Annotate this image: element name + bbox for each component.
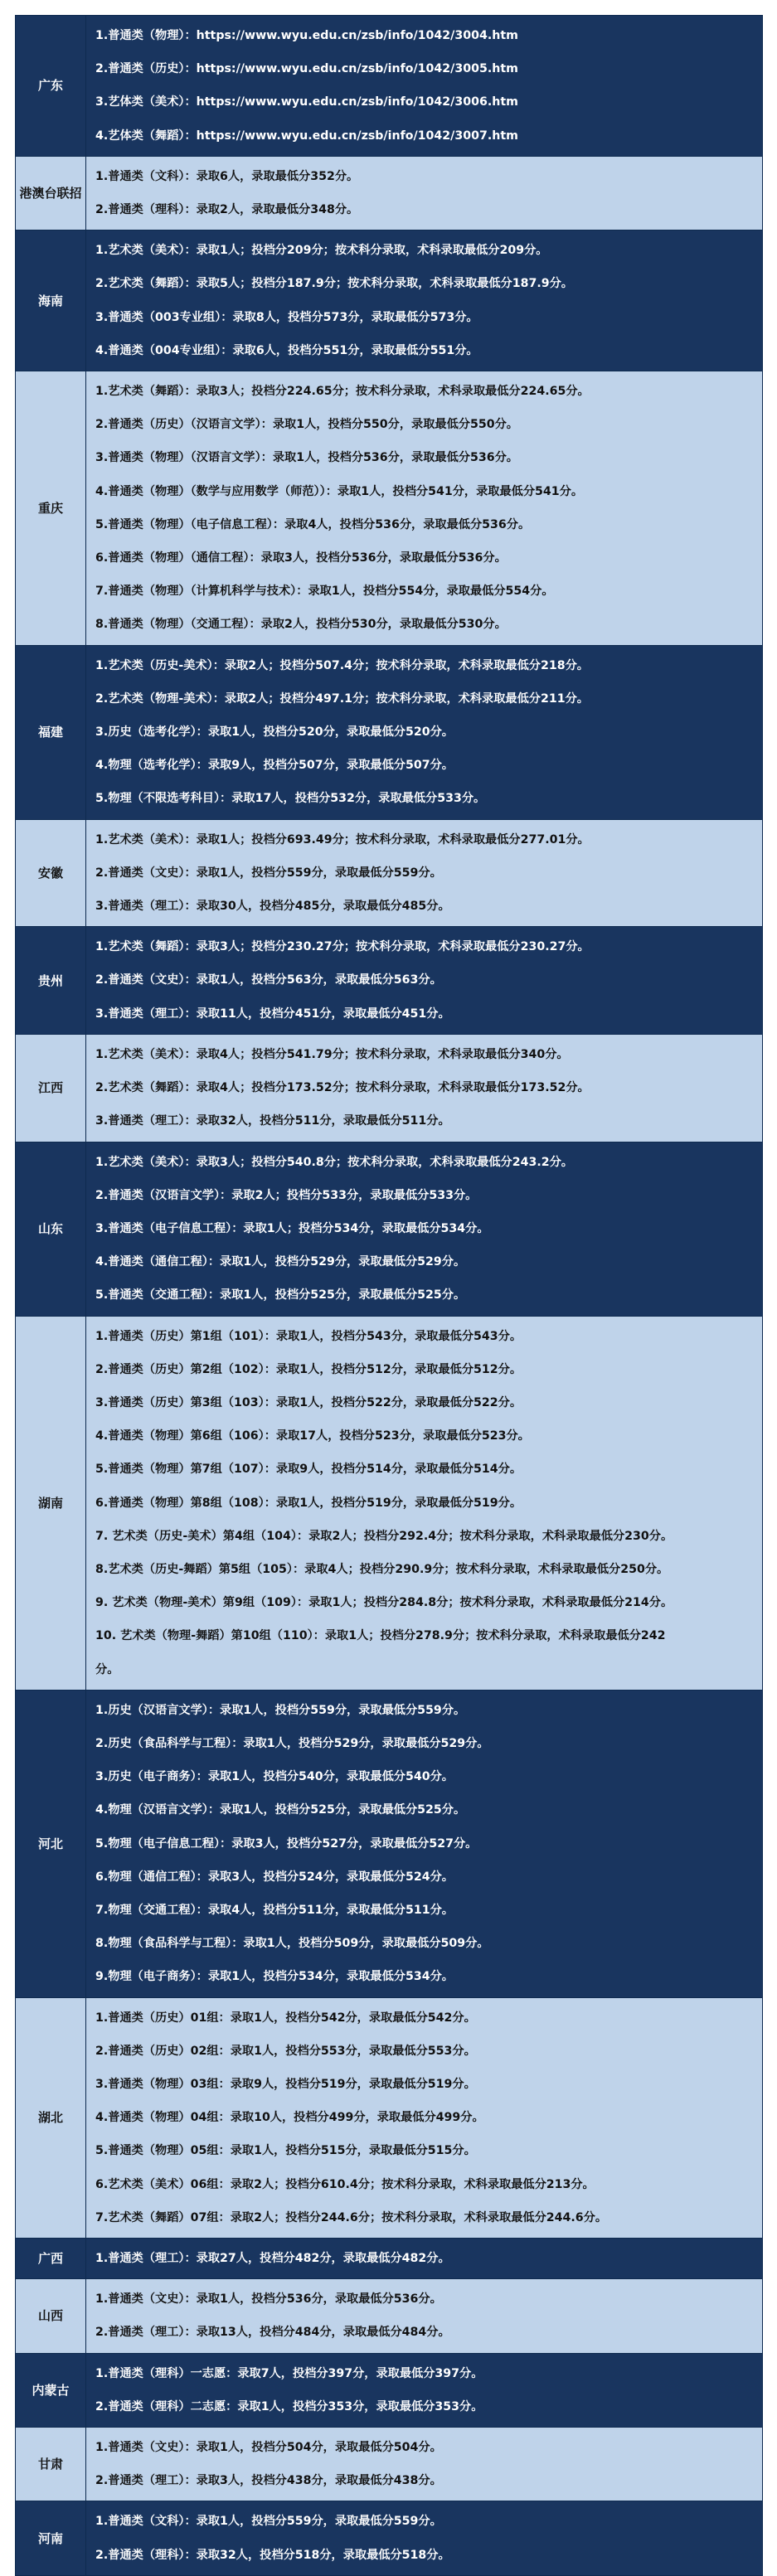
admission-lines [86, 1998, 762, 2238]
admission-line: 1.普通类（文史）：录取1人，投档分536分，录取最低分536分。 [95, 2292, 442, 2307]
admission-line: 10. 艺术类（物理-舞蹈）第10组（110）：录取1人；投档分278.9分；按术科分录取，术科录取最低分242 [95, 1629, 666, 1643]
admission-line: 5.普通类（物理）05组：录取1人，投档分515分，录取最低分515分。 [95, 2144, 476, 2158]
admission-line: 1.艺术类（历史-美术）：录取2人；投档分507.4分；按术科分录取，术科录取最低分218分。 [95, 658, 589, 672]
admission-line: 2.普通类（理科）二志愿：录取1人，投档分353分，录取最低分353分。 [95, 2399, 483, 2413]
province-row [16, 1142, 762, 1317]
province-name: 山西 [16, 2279, 86, 2352]
admission-line: 9.物理（电子商务）：录取1人，投档分534分，录取最低分534分。 [95, 1970, 454, 1984]
province-row [16, 1998, 762, 2239]
admission-line: 5.物理（电子信息工程）：录取3人，投档分527分，录取最低分527分。 [95, 1836, 478, 1851]
admission-line: 2.普通类（历史）（汉语言文学）：录取1人，投档分550分，录取最低分550分。 [95, 418, 518, 432]
province-row [16, 820, 762, 928]
admission-line: 1.普通类（文科）：录取1人，投档分559分，录取最低分559分。 [95, 2515, 442, 2529]
admission-line: 3.历史（电子商务）：录取1人，投档分540分，录取最低分540分。 [95, 1770, 454, 1784]
admission-line: 2.普通类（理工）：录取13人，投档分484分，录取最低分484分。 [95, 2326, 450, 2340]
province-name: 山东 [16, 1142, 86, 1316]
admission-line: 3.普通类（理工）：录取30人，投档分485分，录取最低分485分。 [95, 900, 450, 914]
admission-line: 7. 艺术类（历史-美术）第4组（104）：录取2人；投档分292.4分；按术科分录取，术科录取最低分230分。 [95, 1529, 673, 1543]
admission-line: 4.普通类（通信工程）：录取1人，投档分529分，录取最低分529分。 [95, 1255, 466, 1269]
admission-lines [86, 1691, 762, 1997]
admission-lines [86, 1035, 762, 1142]
admission-line: 2.普通类（文史）：录取1人，投档分559分，录取最低分559分。 [95, 866, 442, 880]
admission-lines [86, 371, 762, 645]
province-name: 江西 [16, 1035, 86, 1142]
admission-line: 1.艺术类（美术）：录取1人；投档分209分；按术科分录取，术科录取最低分209分。 [95, 244, 548, 258]
admission-line: 7.物理（交通工程）：录取4人，投档分511分，录取最低分511分。 [95, 1903, 454, 1917]
province-row [16, 646, 762, 820]
province-row [16, 2501, 762, 2574]
admission-line: 3.艺体类（美术）：https://www.wyu.edu.cn/zsb/info/1042/3006.htm [95, 95, 518, 109]
admission-line: 3.普通类（电子信息工程）：录取1人；投档分534分，录取最低分534分。 [95, 1221, 489, 1235]
admission-line: 2.历史（食品科学与工程）：录取1人，投档分529分，录取最低分529分。 [95, 1736, 489, 1750]
admission-line: 1.艺术类（舞蹈）：录取3人；投档分224.65分；按术科分录取，术科录取最低分224.65分。 [95, 385, 590, 399]
admission-line: 1.艺术类（美术）：录取3人；投档分540.8分；按术科分录取，术科录取最低分243.2分。 [95, 1155, 573, 1169]
admission-lines [86, 2354, 762, 2427]
province-name: 甘肃 [16, 2428, 86, 2501]
province-row [16, 157, 762, 230]
admission-lines [86, 2501, 762, 2574]
province-name: 湖南 [16, 1317, 86, 1690]
admission-line: 3.普通类（理工）：录取32人，投档分511分，录取最低分511分。 [95, 1114, 450, 1128]
admission-line: 1.艺术类（美术）：录取4人；投档分541.79分；按术科分录取，术科录取最低分340分。 [95, 1047, 569, 1061]
admission-lines [86, 2428, 762, 2501]
province-name: 河北 [16, 1691, 86, 1997]
admission-line: 1.艺术类（舞蹈）：录取3人；投档分230.27分；按术科分录取，术科录取最低分230.27分。 [95, 940, 590, 954]
province-row [16, 1035, 762, 1142]
admission-line: 1.普通类（文科）：录取6人，录取最低分352分。 [95, 169, 359, 183]
admission-line: 3.普通类（003专业组）：录取8人，投档分573分，录取最低分573分。 [95, 310, 478, 324]
province-name: 广东 [16, 16, 86, 156]
admission-line: 1.艺术类（美术）：录取1人；投档分693.49分；按术科分录取，术科录取最低分277.01分。 [95, 832, 590, 847]
admission-line: 1.普通类（理科）一志愿：录取7人，投档分397分，录取最低分397分。 [95, 2366, 483, 2380]
admission-line: 8.物理（食品科学与工程）：录取1人，投档分509分，录取最低分509分。 [95, 1937, 489, 1951]
admission-table [15, 15, 763, 2576]
admission-line: 2.普通类（汉语言文学）：录取2人；投档分533分，录取最低分533分。 [95, 1188, 478, 1202]
admission-line: 1.普通类（历史）01组：录取1人，投档分542分，录取最低分542分。 [95, 2011, 476, 2025]
admission-line: 7.普通类（物理）（计算机科学与技术）：录取1人，投档分554分，录取最低分554分。 [95, 585, 554, 599]
admission-lines [86, 1142, 762, 1316]
admission-lines [86, 230, 762, 371]
admission-line: 3.普通类（历史）第3组（103）：录取1人，投档分522分，录取最低分522分。 [95, 1395, 522, 1409]
admission-line: 6.普通类（物理）第8组（108）：录取1人，投档分519分，录取最低分519分。 [95, 1496, 522, 1510]
admission-line: 6.艺术类（美术）06组：录取2人；投档分610.4分；按术科分录取，术科录取最低分213分。 [95, 2177, 595, 2191]
admission-line: 5.普通类（交通工程）：录取1人，投档分525分，录取最低分525分。 [95, 1288, 466, 1303]
admission-line: 4.物理（选考化学）：录取9人，投档分507分，录取最低分507分。 [95, 759, 454, 773]
province-row [16, 2428, 762, 2501]
admission-line: 4.物理（汉语言文学）：录取1人，投档分525分，录取最低分525分。 [95, 1803, 466, 1817]
admission-lines [86, 2239, 762, 2278]
admission-line: 3.普通类（物理）03组：录取9人，投档分519分，录取最低分519分。 [95, 2077, 476, 2091]
province-row [16, 2279, 762, 2353]
province-row [16, 1691, 762, 1998]
province-row [16, 927, 762, 1035]
admission-line: 2.普通类（历史）第2组（102）：录取1人，投档分512分，录取最低分512分。 [95, 1362, 522, 1376]
province-row [16, 16, 762, 157]
admission-line: 4.普通类（物理）04组：录取10人，投档分499分，录取最低分499分。 [95, 2111, 484, 2125]
admission-lines [86, 157, 762, 230]
admission-line: 2.艺术类（物理-美术）：录取2人；投档分497.1分；按术科分录取，术科录取最低分211分。 [95, 691, 589, 706]
admission-line: 1.普通类（文史）：录取1人，投档分504分，录取最低分504分。 [95, 2441, 442, 2455]
admission-line: 2.普通类（理科）：录取32人，投档分518分，录取最低分518分。 [95, 2548, 450, 2562]
admission-line: 8.普通类（物理）（交通工程）：录取2人，投档分530分，录取最低分530分。 [95, 618, 507, 632]
admission-line: 8.艺术类（历史-舞蹈）第5组（105）：录取4人；投档分290.9分；按术科分录取，术科录取最低分250分。 [95, 1562, 669, 1576]
admission-line: 1.普通类（理工）：录取27人，投档分482分，录取最低分482分。 [95, 2252, 450, 2265]
province-name: 海南 [16, 230, 86, 371]
admission-line: 4.艺体类（舞蹈）：https://www.wyu.edu.cn/zsb/info/1042/3007.htm [95, 129, 518, 143]
province-name: 内蒙古 [16, 2354, 86, 2427]
admission-line: 3.普通类（物理）（汉语言文学）：录取1人，投档分536分，录取最低分536分。 [95, 451, 518, 465]
admission-line: 2.艺术类（舞蹈）：录取4人；投档分173.52分；按术科分录取，术科录取最低分173.52分。 [95, 1081, 590, 1095]
province-row [16, 1317, 762, 1691]
admission-line: 9. 艺术类（物理-美术）第9组（109）：录取1人；投档分284.8分；按术科分录取，术科录取最低分214分。 [95, 1596, 673, 1610]
province-name: 安徽 [16, 820, 86, 927]
admission-line: 1.历史（汉语言文学）：录取1人，投档分559分，录取最低分559分。 [95, 1703, 466, 1717]
admission-lines [86, 1317, 762, 1690]
admission-lines [86, 820, 762, 927]
province-name: 湖北 [16, 1998, 86, 2238]
admission-lines [86, 2279, 762, 2352]
admission-line: 2.普通类（历史）：https://www.wyu.edu.cn/zsb/info/1042/3005.htm [95, 62, 518, 76]
province-name: 福建 [16, 646, 86, 819]
admission-line: 分。 [95, 1662, 119, 1676]
province-name: 港澳台联招 [16, 157, 86, 230]
admission-line: 5.普通类（物理）（电子信息工程）：录取4人，投档分536分，录取最低分536分。 [95, 517, 531, 531]
province-row [16, 2354, 762, 2428]
province-name: 广西 [16, 2239, 86, 2278]
province-row [16, 230, 762, 371]
admission-lines [86, 16, 762, 156]
admission-lines [86, 646, 762, 819]
admission-line: 4.普通类（物理）（数学与应用数学（师范））：录取1人，投档分541分，录取最低分541分。 [95, 484, 584, 498]
admission-line: 3.普通类（理工）：录取11人，投档分451分，录取最低分451分。 [95, 1007, 450, 1021]
admission-line: 2.普通类（文史）：录取1人，投档分563分，录取最低分563分。 [95, 973, 442, 987]
admission-line: 4.普通类（物理）第6组（106）：录取17人，投档分523分，录取最低分523分。 [95, 1429, 530, 1443]
province-name: 河南 [16, 2501, 86, 2574]
admission-line: 3.历史（选考化学）：录取1人，投档分520分，录取最低分520分。 [95, 725, 454, 740]
admission-line: 2.普通类（历史）02组：录取1人，投档分553分，录取最低分553分。 [95, 2044, 476, 2058]
admission-lines [86, 927, 762, 1034]
admission-line: 1.普通类（物理）：https://www.wyu.edu.cn/zsb/info/1042/3004.htm [95, 29, 518, 42]
admission-line: 6.普通类（物理）（通信工程）：录取3人，投档分536分，录取最低分536分。 [95, 551, 507, 565]
admission-line: 2.艺术类（舞蹈）：录取5人；投档分187.9分；按术科分录取，术科录取最低分187.9分。 [95, 277, 573, 291]
admission-line: 6.物理（通信工程）：录取3人，投档分524分，录取最低分524分。 [95, 1870, 454, 1884]
province-name: 贵州 [16, 927, 86, 1034]
admission-line: 2.普通类（理科）：录取2人，录取最低分348分。 [95, 203, 359, 217]
province-name: 重庆 [16, 371, 86, 645]
admission-line: 5.物理（不限选考科目）：录取17人，投档分532分，录取最低分533分。 [95, 792, 486, 806]
admission-line: 5.普通类（物理）第7组（107）：录取9人，投档分514分，录取最低分514分。 [95, 1463, 522, 1477]
admission-line: 2.普通类（理工）：录取3人，投档分438分，录取最低分438分。 [95, 2474, 442, 2488]
admission-line: 4.普通类（004专业组）：录取6人，投档分551分，录取最低分551分。 [95, 343, 478, 357]
admission-line: 7.艺术类（舞蹈）07组：录取2人；投档分244.6分；按术科分录取，术科录取最低分244.6分。 [95, 2210, 608, 2224]
province-row [16, 2239, 762, 2279]
province-row [16, 371, 762, 646]
admission-line: 1.普通类（历史）第1组（101）：录取1人，投档分543分，录取最低分543分。 [95, 1329, 522, 1343]
